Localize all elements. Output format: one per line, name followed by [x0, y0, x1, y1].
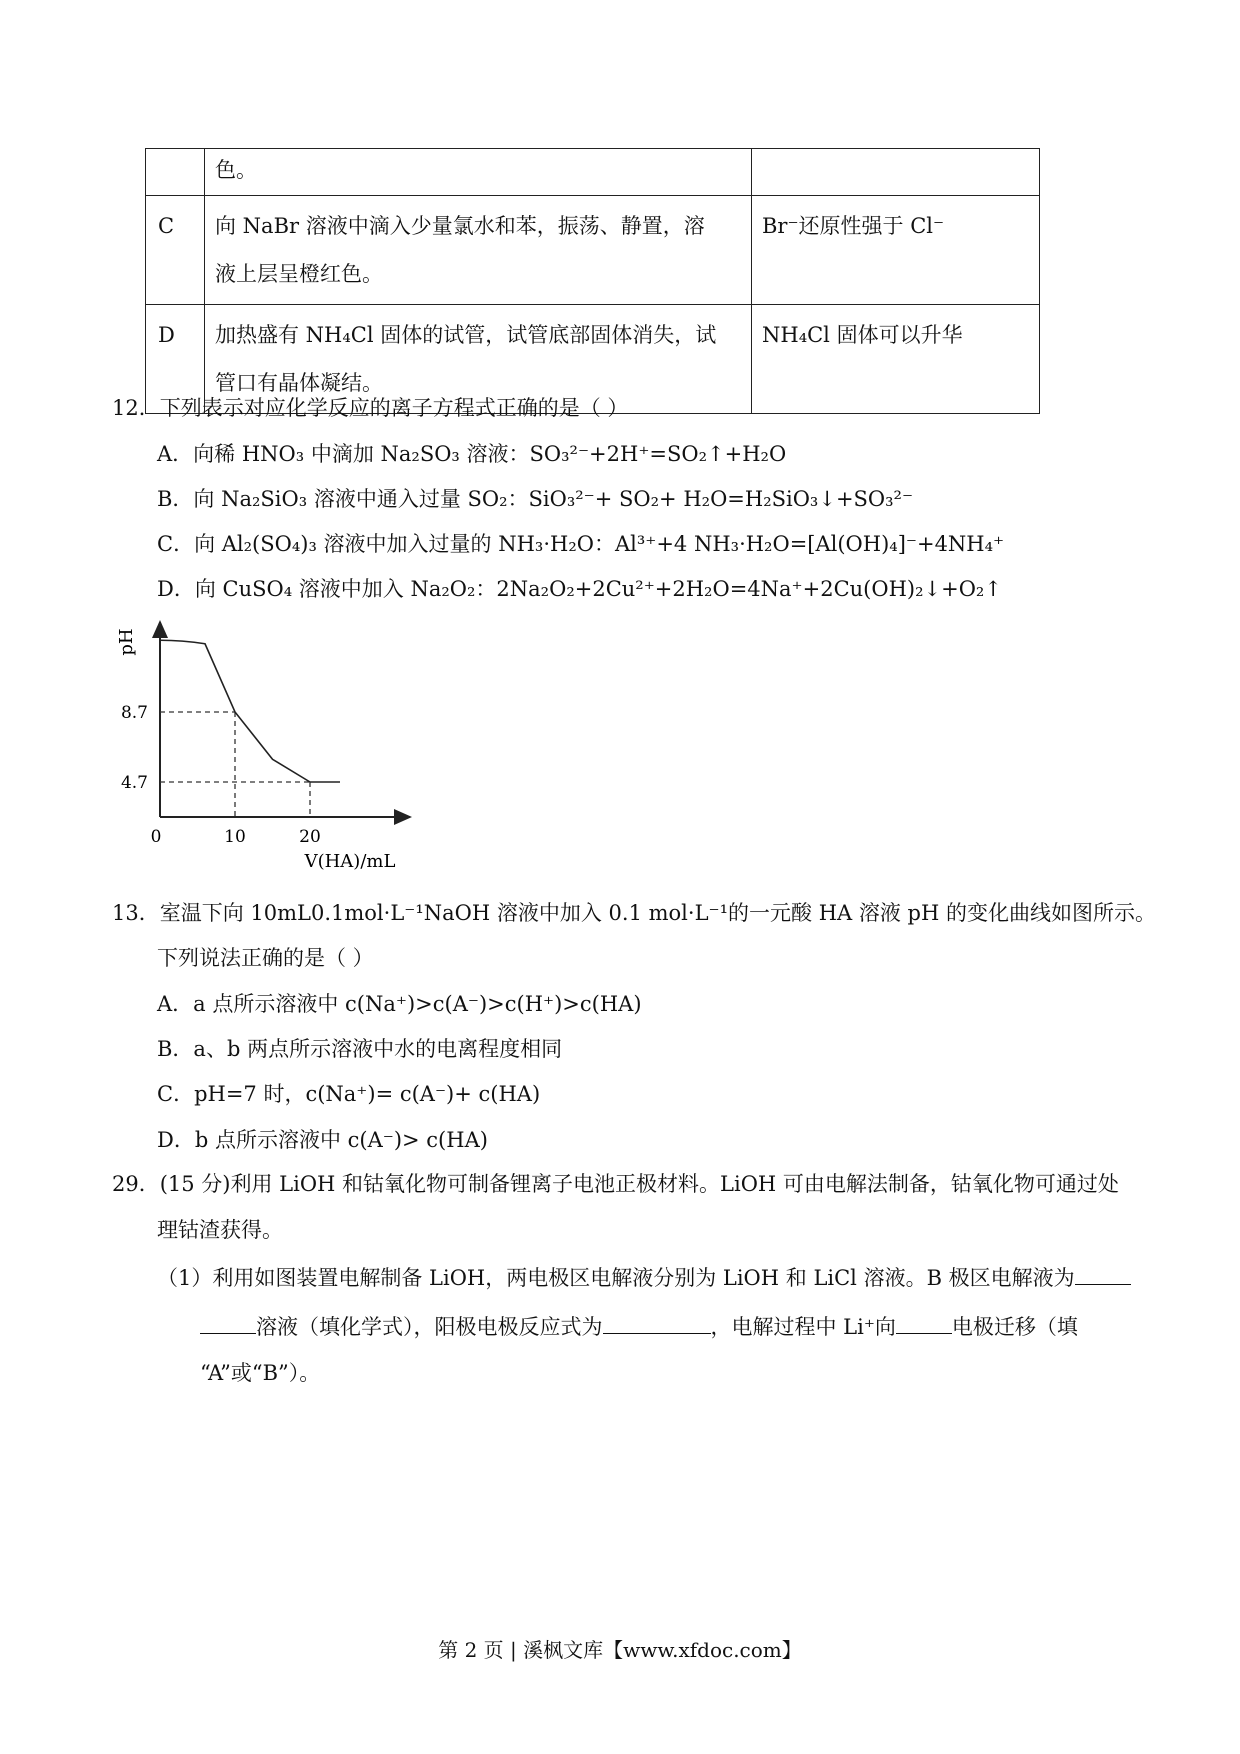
q29-line2: 理钴渣获得。 [157, 1218, 283, 1242]
q12-option-c: C．向 Al₂(SO₄)₃ 溶液中加入过量的 NH₃·H₂O：Al³⁺+4 NH₃·H₂O=[Al(OH)₄]⁻+4NH₄⁺ [157, 532, 1005, 556]
row-label: D [146, 305, 205, 414]
q13-option-d: D．b 点所示溶液中 c(A⁻)> c(HA) [157, 1128, 488, 1152]
q12-option-a: A．向稀 HNO₃ 中滴加 Na₂SO₃ 溶液：SO₃²⁻+2H⁺=SO₂↑+H₂O [157, 442, 787, 466]
x-axis-label: V(HA)/mL [304, 851, 396, 872]
table-row [146, 149, 1040, 196]
row-label: C [146, 196, 205, 305]
x-tick-label: 10 [224, 827, 246, 847]
answer-blank[interactable] [200, 1313, 256, 1334]
y-tick-label: 8.7 [120, 703, 148, 723]
row-conclusion [752, 149, 1040, 196]
q12-stem: 12．下列表示对应化学反应的离子方程式正确的是（ ） [112, 396, 629, 420]
row-text-line: 管口有晶体凝结。 [215, 371, 383, 395]
q13-stem-line2: 下列说法正确的是（ ） [157, 946, 374, 970]
q12-option-d: D．向 CuSO₄ 溶液中加入 Na₂O₂：2Na₂O₂+2Cu²⁺+2H₂O=4Na⁺+2Cu(OH)₂↓+O₂↑ [157, 577, 1002, 601]
experiment-table [145, 148, 1040, 414]
y-axis-label: pH [116, 628, 137, 656]
q29-sub1-line2 [200, 1311, 1078, 1341]
q13-stem-line1: 13．室温下向 10mL0.1mol·L⁻¹NaOH 溶液中加入 0.1 mol·L⁻¹的一元酸 HA 溶液 pH 的变化曲线如图所示。 [112, 901, 1156, 925]
row-text-line: 色。 [215, 158, 257, 182]
row-conclusion: Br⁻还原性强于 Cl⁻ [752, 196, 1040, 305]
row-text-line: 液上层呈橙红色。 [215, 262, 383, 286]
answer-blank[interactable] [1075, 1264, 1131, 1285]
ph-titration-chart [100, 612, 460, 877]
y-tick-label: 4.7 [120, 773, 148, 793]
row-label [146, 149, 205, 196]
q29-sub1-text: ，电解过程中 Li⁺向 [710, 1315, 896, 1339]
q12-option-b: B．向 Na₂SiO₃ 溶液中通入过量 SO₂：SiO₃²⁻+ SO₂+ H₂O=H₂SiO₃↓+SO₃²⁻ [157, 487, 914, 511]
table-row [146, 196, 1040, 305]
page-footer: 第 2 页 | 溪枫文库【www.xfdoc.com】 [438, 1638, 802, 1662]
q29-line1: 29．(15 分)利用 LiOH 和钴氧化物可制备锂离子电池正极材料。LiOH 可由电解法制备，钴氧化物可通过处 [112, 1172, 1119, 1196]
answer-blank[interactable] [603, 1313, 711, 1334]
q29-sub1-text: 溶液（填化学式），阳极电极反应式为 [256, 1315, 603, 1339]
q29-sub1-text: （1）利用如图装置电解制备 LiOH，两电极区电解液分别为 LiOH 和 LiCl 溶液。B 极区电解液为 [157, 1266, 1075, 1290]
q29-sub1-line1 [157, 1262, 1131, 1292]
row-conclusion: NH₄Cl 固体可以升华 [752, 305, 1040, 414]
x-tick-label: 0 [150, 827, 162, 847]
q13-option-b: B．a、b 两点所示溶液中水的电离程度相同 [157, 1037, 563, 1061]
ph-curve [160, 640, 340, 782]
q13-option-c: C．pH=7 时，c(Na⁺)= c(A⁻)+ c(HA) [157, 1082, 541, 1106]
q13-option-a: A．a 点所示溶液中 c(Na⁺)>c(A⁻)>c(H⁺)>c(HA) [157, 992, 642, 1016]
q29-sub1-line3: “A”或“B”）。 [200, 1361, 321, 1385]
x-tick-label: 20 [299, 827, 321, 847]
row-text-line: 向 NaBr 溶液中滴入少量氯水和苯，振荡、静置，溶 [215, 214, 705, 238]
answer-blank[interactable] [896, 1313, 952, 1334]
row-text-line: 加热盛有 NH₄Cl 固体的试管，试管底部固体消失，试 [215, 323, 717, 347]
q29-sub1-text: 电极迁移（填 [951, 1315, 1078, 1339]
